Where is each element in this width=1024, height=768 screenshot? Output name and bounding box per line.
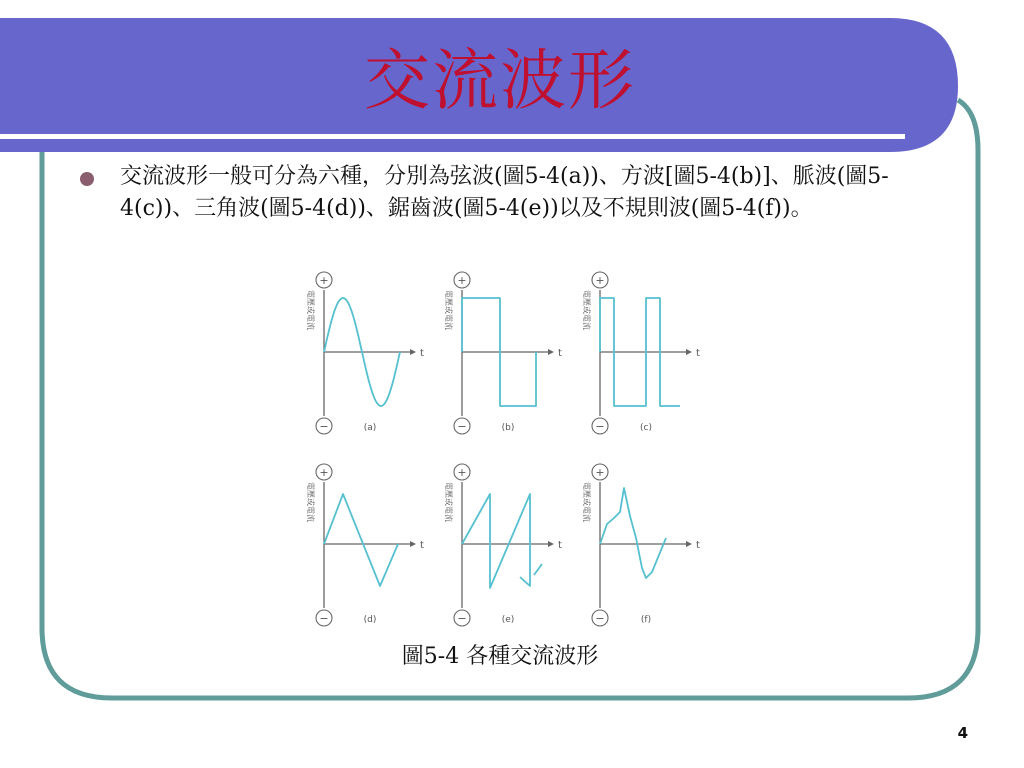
time-axis-label: t: [696, 540, 700, 551]
panel-label: (c): [640, 423, 652, 433]
vertical-axis-label: 電壓或電流: [306, 290, 315, 330]
panel-axes: [592, 272, 692, 434]
vertical-axis-label: 電壓或電流: [444, 482, 453, 522]
bullet-icon: [80, 172, 94, 186]
plus-terminal-label: +: [457, 466, 467, 479]
minus-terminal-label: −: [457, 612, 467, 625]
sawtooth-waveform: [462, 494, 542, 588]
time-axis-label: t: [420, 540, 424, 551]
minus-terminal-label: −: [595, 612, 605, 625]
plus-terminal-label: +: [319, 466, 329, 479]
vertical-axis-label: 電壓或電流: [582, 482, 591, 522]
minus-terminal-label: −: [457, 420, 467, 433]
panel-label: (f): [640, 615, 652, 625]
waveform-figure: [300, 268, 700, 640]
vertical-axis-label: 電壓或電流: [306, 482, 315, 522]
time-axis-label: t: [558, 540, 562, 551]
panel-label: (d): [363, 615, 377, 625]
panel-label: (b): [501, 423, 515, 433]
waveform-panel: [306, 464, 424, 626]
panel-axes: [316, 272, 416, 434]
waveform-panel: [444, 272, 562, 434]
waveform-panel: [306, 272, 424, 434]
slide-title: 交流波形: [364, 42, 636, 119]
header-underline: [0, 134, 905, 139]
time-axis-label: t: [558, 348, 562, 359]
plus-terminal-label: +: [319, 274, 329, 287]
plus-terminal-label: +: [595, 466, 605, 479]
plus-terminal-label: +: [457, 274, 467, 287]
panel-axes: [316, 464, 416, 626]
plus-terminal-label: +: [595, 274, 605, 287]
figure-caption: 圖5-4 各種交流波形: [401, 644, 599, 669]
panel-axes: [454, 272, 554, 434]
vertical-axis-label: 電壓或電流: [582, 290, 591, 330]
triangle-waveform: [324, 494, 398, 586]
page-number: 4: [957, 724, 968, 742]
time-axis-label: t: [696, 348, 700, 359]
panel-axes: [454, 464, 554, 626]
vertical-axis-label: 電壓或電流: [444, 290, 453, 330]
waveform-panel: [582, 464, 700, 626]
irregular-waveform: [600, 488, 666, 578]
minus-terminal-label: −: [319, 612, 329, 625]
panel-label: (e): [501, 615, 515, 625]
panel-label: (a): [363, 423, 377, 433]
time-axis-label: t: [420, 348, 424, 359]
panel-axes: [592, 464, 692, 626]
waveform-panel: [582, 272, 700, 434]
waveform-panel: [444, 464, 562, 626]
minus-terminal-label: −: [319, 420, 329, 433]
minus-terminal-label: −: [595, 420, 605, 433]
bullet-text: 交流波形一般可分為六種，分別為弦波(圖5-4(a))、方波[圖5-4(b)]、脈波(圖5-4(c))、三角波(圖5-4(d))、鋸齒波(圖5-4(e))以及不規則波(圖5-4(f))。: [120, 164, 889, 221]
